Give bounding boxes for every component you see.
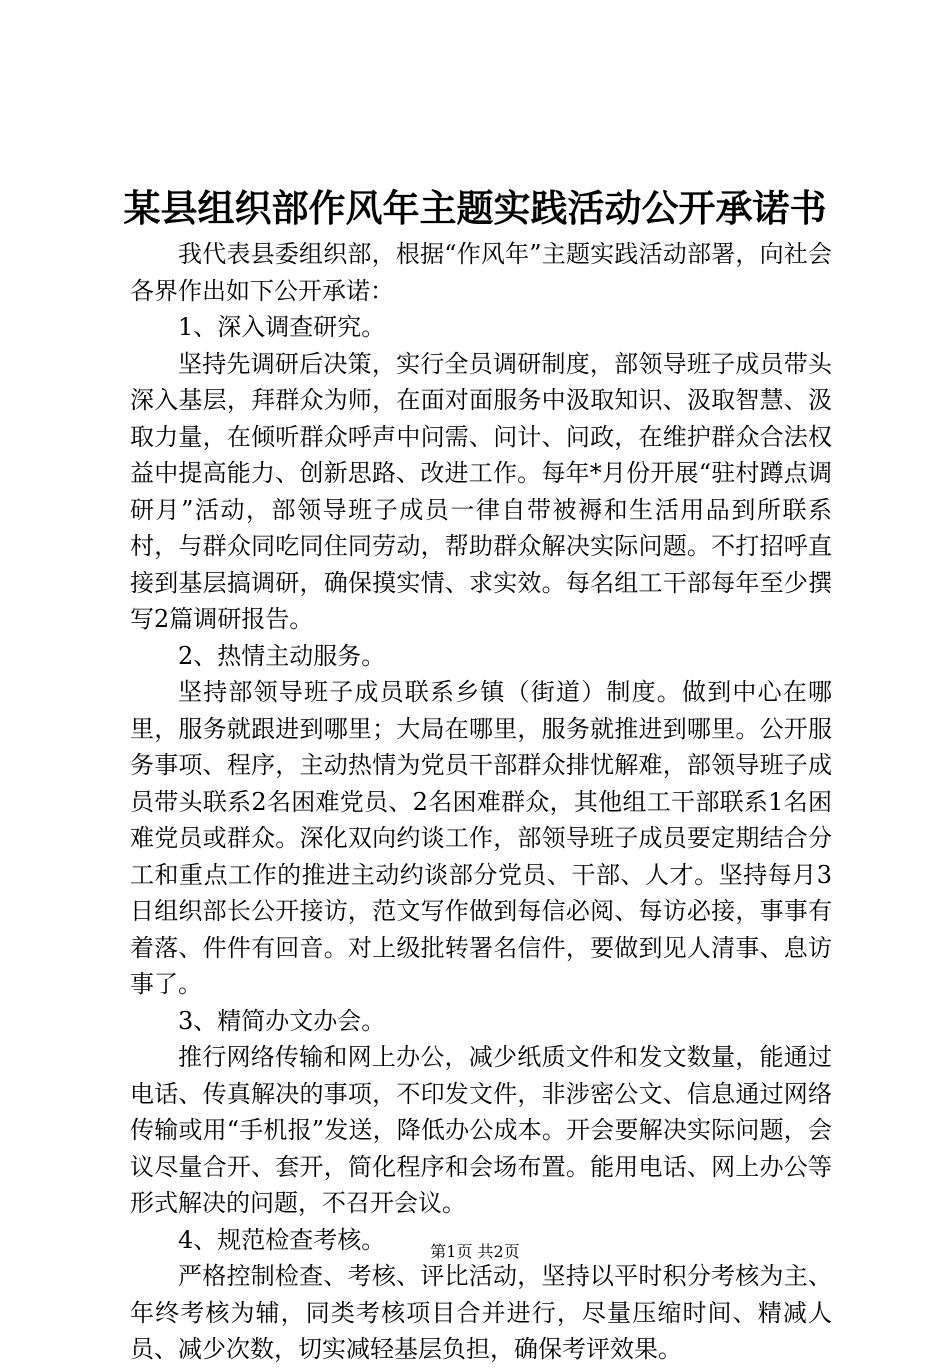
document-title: 某县组织部作风年主题实践活动公开承诺书: [123, 186, 827, 230]
section-paragraph-1: 坚持先调研后决策，实行全员调研制度，部领导班子成员带头深入基层，拜群众为师，在面对面服务中汲取知识、汲取智慧、汲取力量，在倾听群众呼声中问需、问计、问政，在维护群众合法权益中提高能力、创新思路、改进工作。每年*月份开展“驻村蹲点调研月”活动，部领导班子成员一律自带被褥和生活用品到所联系村，与群众同吃同住同劳动，帮助群众解决实际问题。不打招呼直接到基层搞调研，确保摸实情、求实效。每名组工干部每年至少撰写2篇调研报告。: [130, 349, 832, 633]
section-paragraph-4: 严格控制检查、考核、评比活动，坚持以平时积分考核为主、年终考核为辅，同类考核项目合并进行，尽量压缩时间、精减人员、减少次数，切实减轻基层负担，确保考评效果。: [130, 1262, 832, 1363]
section-heading-3: 3、精简办文办会。: [178, 1006, 386, 1035]
section-heading-2: 2、热情主动服务。: [178, 641, 386, 670]
section-paragraph-2: 坚持部领导班子成员联系乡镇（街道）制度。做到中心在哪里，服务就跟进到哪里；大局在哪里，服务就推进到哪里。公开服务事项、程序，主动热情为党员干部群众排忧解难，部领导班子成员带头联系2名困难党员、2名困难群众，其他组工干部联系1名困难党员或群众。深化双向约谈工作，部领导班子成员要定期结合分工和重点工作的推进主动约谈部分党员、干部、人才。坚持每月3日组织部长公开接访，范文写作做到每信必阅、每访必接，事事有着落、件件有回音。对上级批转署名信件，要做到见人清事、息访事了。: [130, 678, 832, 998]
intro-paragraph: 我代表县委组织部，根据“作风年”主题实践活动部署，向社会各界作出如下公开承诺：: [130, 240, 832, 305]
section-heading-1: 1、深入调查研究。: [178, 313, 386, 341]
section-heading-4: 4、规范检查考核。: [178, 1225, 386, 1254]
section-paragraph-3: 推行网络传输和网上办公，减少纸质文件和发文数量，能通过电话、传真解决的事项，不印发文件，非涉密公文、信息通过网络传输或用“手机报”发送，降低办公成本。开会要解决实际问题，会议尽量合开、套开，简化程序和会场布置。能用电话、网上办公等形式解决的问题，不召开会议。: [130, 1043, 832, 1217]
page-number-footer: 第1页 共2页: [430, 1242, 520, 1261]
document-body: [130, 236, 832, 1368]
